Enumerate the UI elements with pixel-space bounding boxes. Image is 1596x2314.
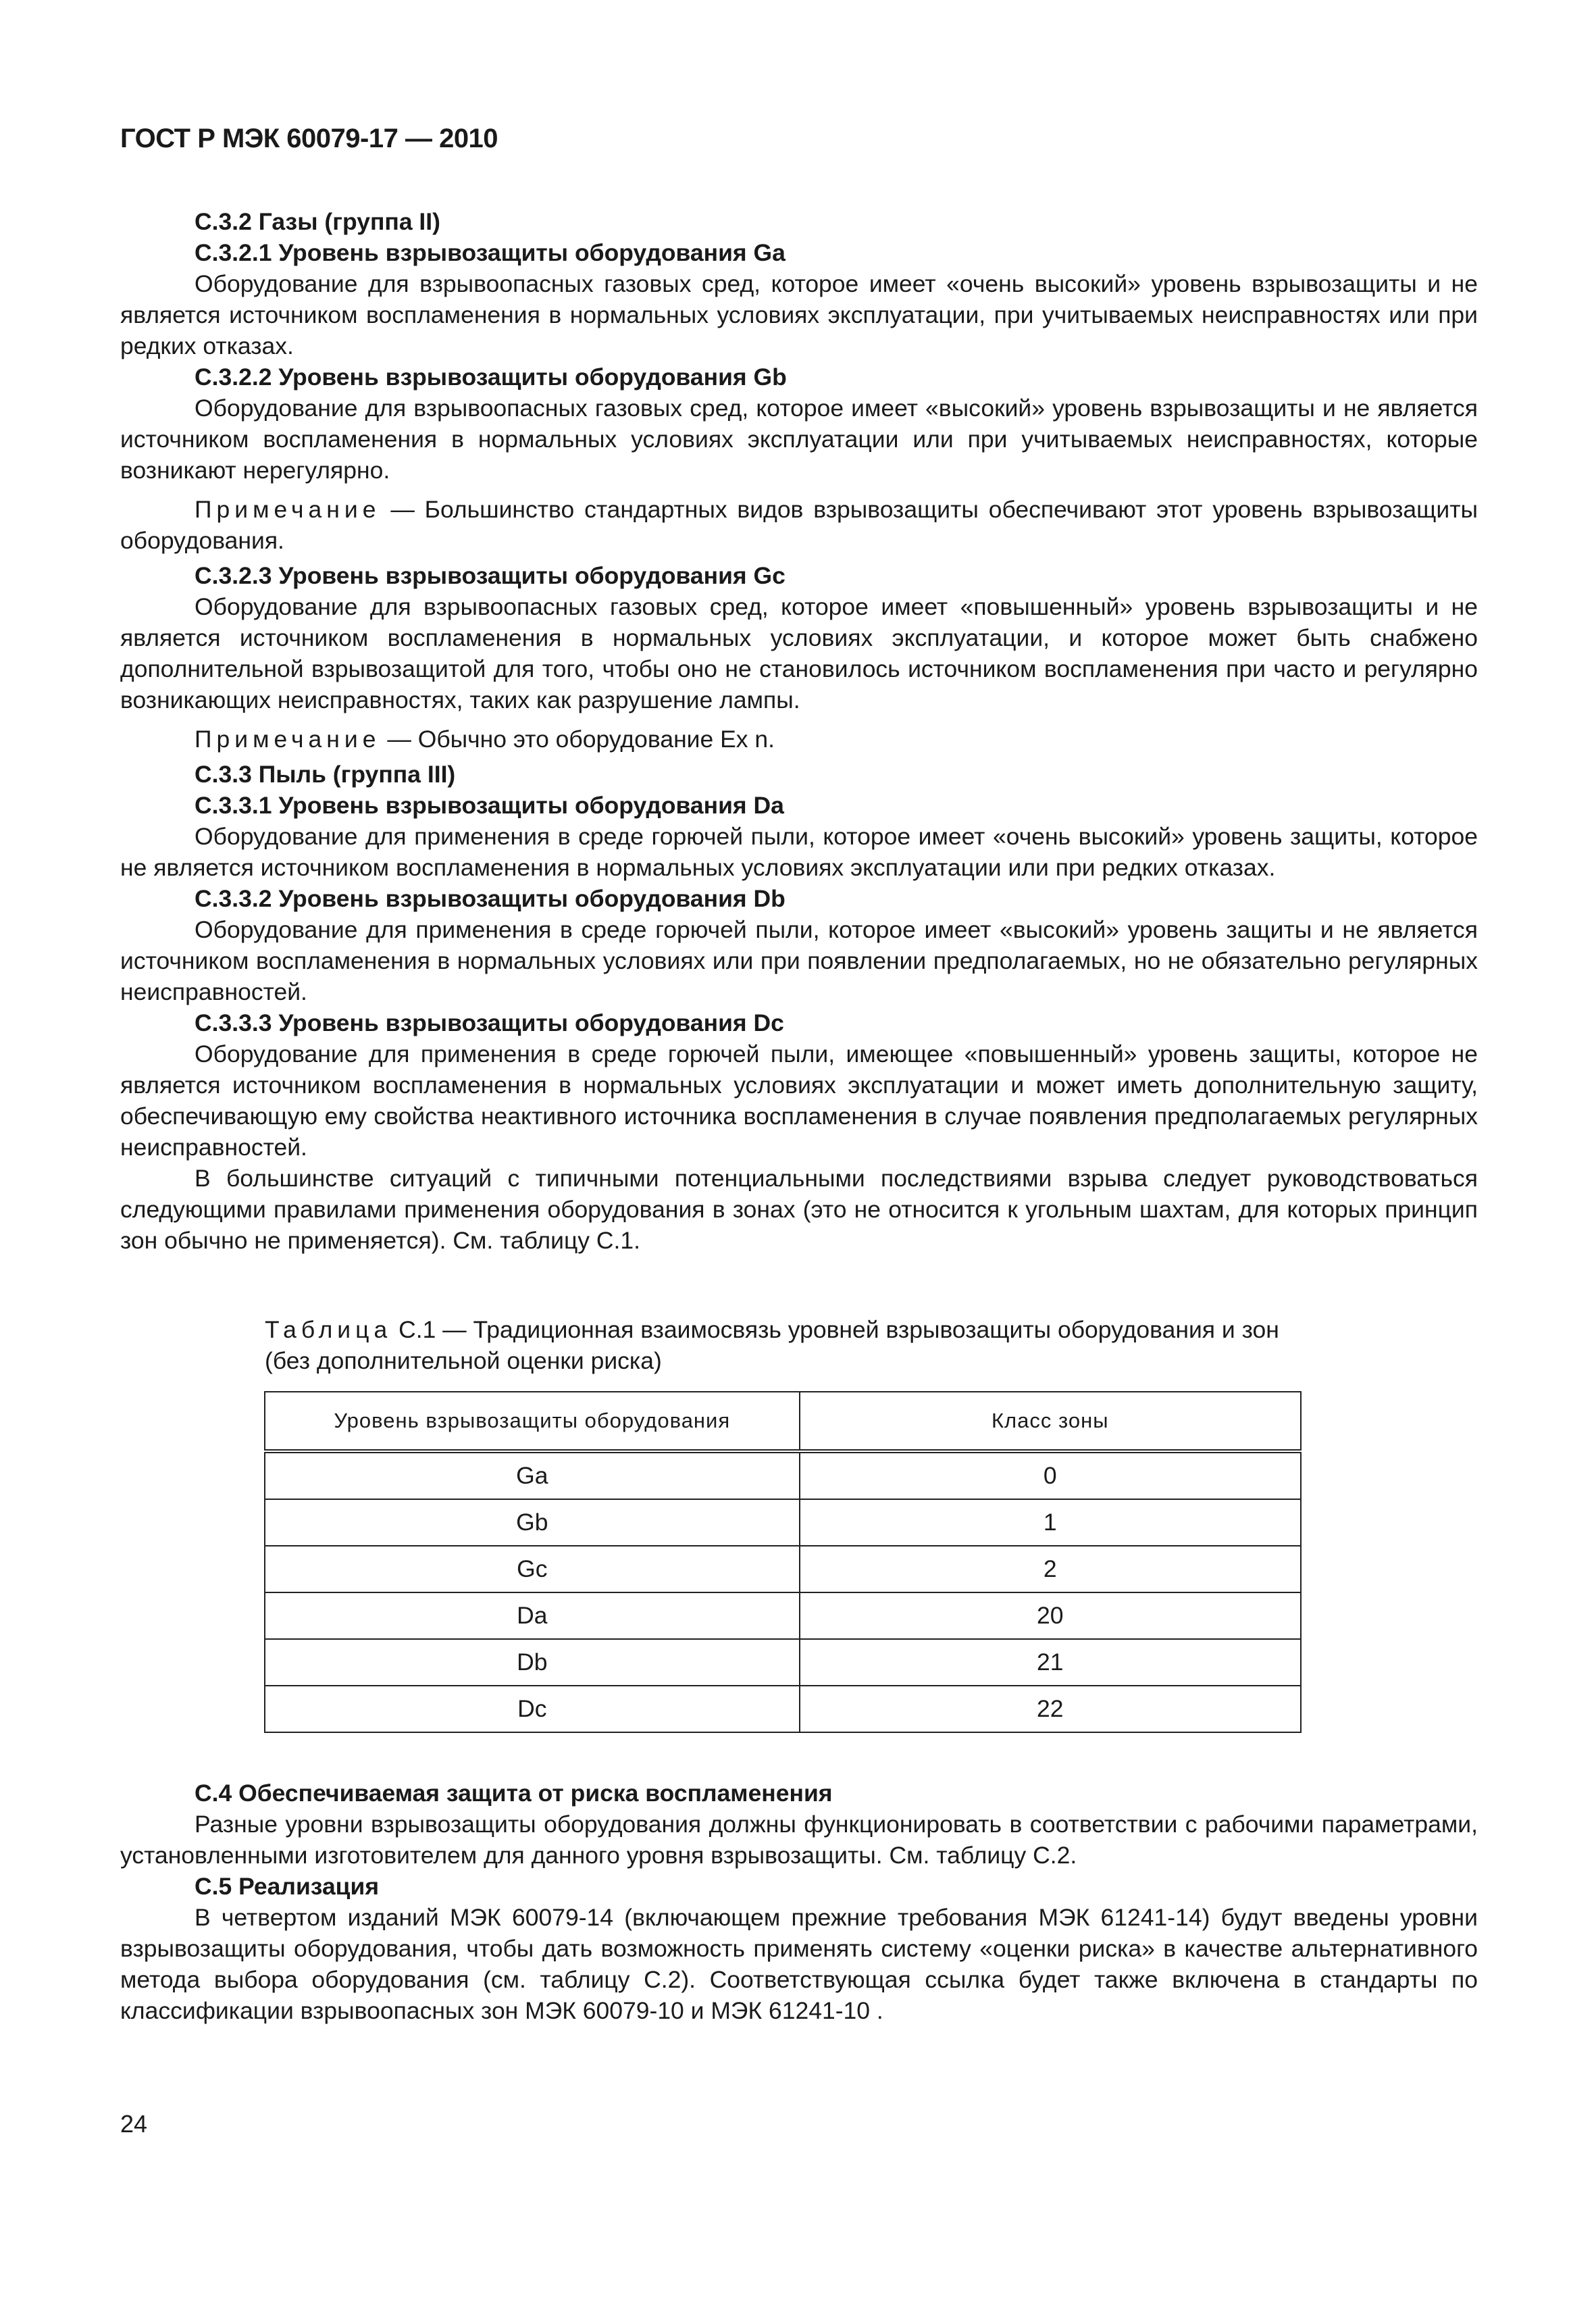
note-c323: [120, 724, 1478, 755]
note-label: Примечание: [195, 496, 381, 523]
paragraph-c332: Оборудование для применения в среде горючей пыли, которое имеет «высокий» уровень защиты и не является источником воспламенения в нормальных условиях или при появлении предполагаемых, но не обязательно регулярных неисправностей.: [120, 916, 1478, 1005]
table-caption-label: Таблица: [265, 1316, 392, 1343]
section-heading-c331: С.3.3.1 Уровень взрывозащиты оборудования Da: [195, 792, 784, 819]
cell-zone-class: 21: [800, 1639, 1301, 1686]
section-heading-c33: С.3.3 Пыль (группа III): [195, 761, 456, 788]
cell-zone-class: 22: [800, 1686, 1301, 1732]
section-c3-body: [120, 206, 1478, 1256]
table-row: [265, 1639, 1301, 1686]
section-heading-c332: С.3.3.2 Уровень взрывозащиты оборудования Db: [195, 885, 786, 912]
section-heading-c5: С.5 Реализация: [195, 1873, 380, 1900]
table-row: [265, 1451, 1301, 1499]
cell-zone-class: 0: [800, 1451, 1301, 1499]
paragraph-c323: Оборудование для взрывоопасных газовых сред, которое имеет «повышенный» уровень взрывозащиты и не является источником воспламенения в нормальных условиях эксплуатации, и которое может быть снабжено дополнительной взрывозащитой для того, чтобы оно не становилось источником воспламенения при часто и регулярно возникающих неисправностях, таких как разрушение лампы.: [120, 593, 1478, 713]
cell-level: Db: [265, 1639, 800, 1686]
table-row: [265, 1592, 1301, 1639]
table-row: [265, 1686, 1301, 1732]
note-text: — Большинство стандартных видов взрывозащиты обеспечивают этот уровень взрывозащиты оборудования.: [120, 496, 1478, 554]
page-number: 24: [120, 2110, 148, 2138]
paragraph-c5: В четвертом изданий МЭК 60079-14 (включающем прежние требования МЭК 61241-14) будут введены уровни взрывозащиты оборудования, чтобы дать возможность применять систему «оценки риска» в качестве альтернативного метода выбора оборудования (см. таблицу С.2). Соответствующая ссылка будет также включена в стандарты по классификации взрывоопасных зон МЭК 60079-10 и МЭК 61241-10 .: [120, 1904, 1478, 2024]
cell-level: Dc: [265, 1686, 800, 1732]
table-c1: [264, 1391, 1302, 1733]
section-c4-c5-body: [120, 1778, 1478, 2026]
cell-level: Gb: [265, 1499, 800, 1546]
paragraph-c331: Оборудование для применения в среде горючей пыли, которое имеет «очень высокий» уровень защиты, которое не является источником воспламенения в нормальных условиях эксплуатации или при редких отказах.: [120, 823, 1478, 881]
table-header-row: [265, 1392, 1301, 1451]
section-heading-c4: С.4 Обеспечиваемая защита от риска воспламенения: [195, 1780, 833, 1807]
paragraph-c333: Оборудование для применения в среде горючей пыли, имеющее «повышенный» уровень защиты, которое не является источником воспламенения в нормальных условиях эксплуатации и может иметь дополнительную защиту, обеспечивающую ему свойства неактивного источника воспламенения в случае появления предполагаемых регулярных неисправностей.: [120, 1040, 1478, 1161]
table-caption-text: С.1 — Традиционная взаимосвязь уровней взрывозащиты оборудования и зон (без дополнительной оценки риска): [265, 1316, 1279, 1374]
section-heading-c323: С.3.2.3 Уровень взрывозащиты оборудования Gc: [195, 562, 786, 589]
cell-zone-class: 1: [800, 1499, 1301, 1546]
section-heading-c32: С.3.2 Газы (группа II): [195, 208, 440, 235]
cell-zone-class: 2: [800, 1546, 1301, 1592]
table-row: [265, 1546, 1301, 1592]
document-header: ГОСТ Р МЭК 60079-17 — 2010: [120, 124, 498, 153]
column-header-zone-class: Класс зоны: [800, 1392, 1301, 1451]
cell-level: Ga: [265, 1451, 800, 1499]
table-row: [265, 1499, 1301, 1546]
table-caption: [265, 1314, 1318, 1376]
cell-level: Gc: [265, 1546, 800, 1592]
note-text: — Обычно это оборудование Ex n.: [380, 726, 775, 753]
paragraph-c322: Оборудование для взрывоопасных газовых сред, которое имеет «высокий» уровень взрывозащиты и не является источником воспламенения в нормальных условиях эксплуатации или при учитываемых неисправностях, которые возникают нерегулярно.: [120, 395, 1478, 484]
section-heading-c333: С.3.3.3 Уровень взрывозащиты оборудования Dc: [195, 1009, 784, 1036]
paragraph-c321: Оборудование для взрывоопасных газовых сред, которое имеет «очень высокий» уровень взрывозащиты и не является источником воспламенения в нормальных условиях эксплуатации, при учитываемых неисправностях или при редких отказах.: [120, 270, 1478, 359]
note-label: Примечание: [195, 726, 381, 753]
cell-zone-class: 20: [800, 1592, 1301, 1639]
section-heading-c321: С.3.2.1 Уровень взрывозащиты оборудования Ga: [195, 239, 786, 266]
paragraph-c4: Разные уровни взрывозащиты оборудования должны функционировать в соответствии с рабочими параметрами, установленными изготовителем для данного уровня взрывозащиты. См. таблицу С.2.: [120, 1811, 1478, 1869]
section-heading-c322: С.3.2.2 Уровень взрывозащиты оборудования Gb: [195, 363, 787, 391]
note-c322: [120, 494, 1478, 556]
paragraph-summary: В большинстве ситуаций с типичными потенциальными последствиями взрыва следует руководствоваться следующими правилами применения оборудования в зонах (это не относится к угольным шахтам, для которых принцип зон обычно не применяется). См. таблицу С.1.: [120, 1165, 1478, 1254]
column-header-level: Уровень взрывозащиты оборудования: [265, 1392, 800, 1451]
cell-level: Da: [265, 1592, 800, 1639]
